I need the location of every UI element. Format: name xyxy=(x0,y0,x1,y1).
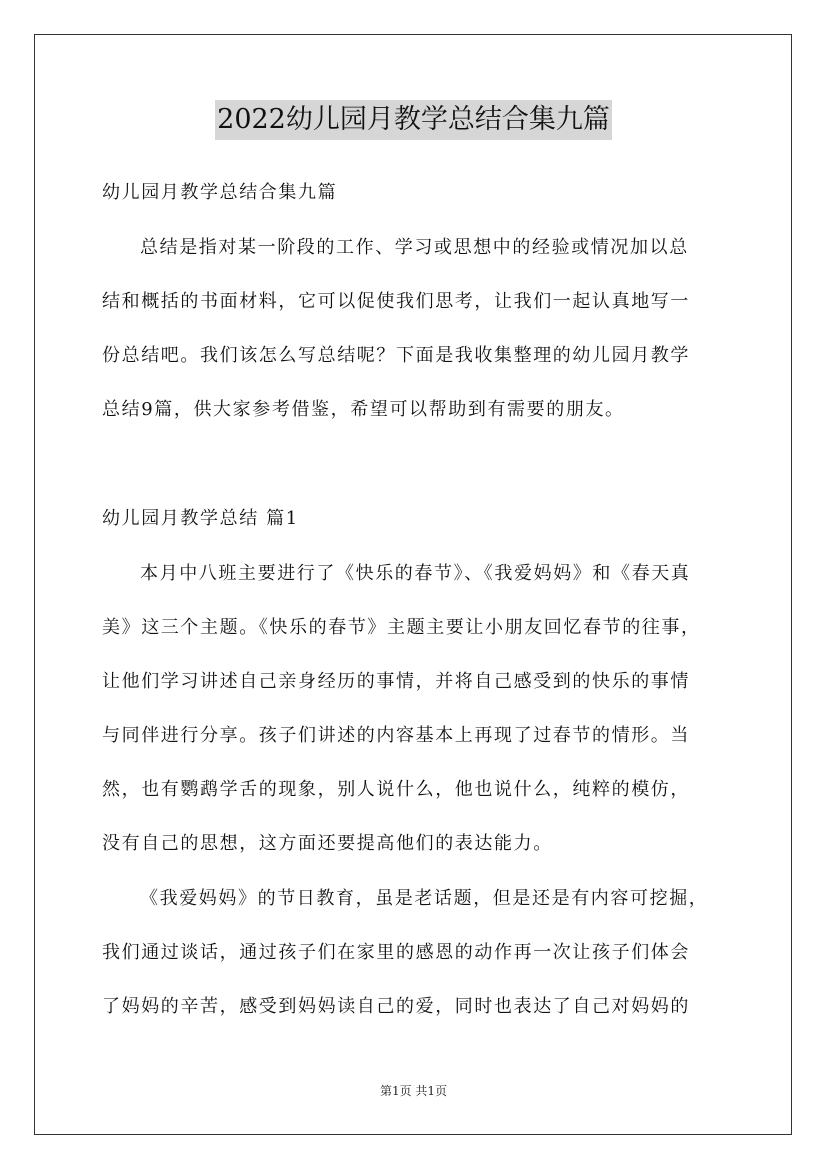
intro-line: 结和概括的书面材料，它可以促使我们思考，让我们一起认真地写一 xyxy=(102,291,690,312)
document-title: 2022幼儿园月教学总结合集九篇 xyxy=(215,100,612,140)
title-container xyxy=(0,100,827,140)
document-subtitle: 幼儿园月教学总结合集九篇 xyxy=(102,182,338,203)
paragraph-line: 没有自己的思想，这方面还要提高他们的表达能力。 xyxy=(102,833,553,854)
paragraph-line: 美》这三个主题。《快乐的春节》主题主要让小朋友回忆春节的往事， xyxy=(102,617,701,638)
paragraph-line: 了妈妈的辛苦，感受到妈妈读自己的爱，同时也表达了自己对妈妈的 xyxy=(102,996,690,1017)
intro-line: 总结9篇，供大家参考借鉴，希望可以帮助到有需要的朋友。 xyxy=(102,399,625,420)
intro-line: 份总结吧。我们该怎么写总结呢？下面是我收集整理的幼儿园月教学 xyxy=(102,345,690,366)
paragraph-line: 让他们学习讲述自己亲身经历的事情，并将自己感受到的快乐的事情 xyxy=(102,671,690,692)
paragraph-line: 与同伴进行分享。孩子们讲述的内容基本上再现了过春节的情形。当 xyxy=(102,725,690,746)
paragraph-line: 《我爱妈妈》的节日教育，虽是老话题，但是还是有内容可挖掘， xyxy=(140,888,709,909)
paragraph-line: 然，也有鹦鹉学舌的现象，别人说什么，他也说什么，纯粹的模仿， xyxy=(102,779,690,800)
paragraph-line: 我们通过谈话，通过孩子们在家里的感恩的动作再一次让孩子们体会 xyxy=(102,942,690,963)
paragraph-line: 本月中八班主要进行了《快乐的春节》、《我爱妈妈》和《春天真 xyxy=(140,563,691,584)
section-heading: 幼儿园月教学总结 篇1 xyxy=(102,508,299,529)
page-footer: 第1页 共1页 xyxy=(379,1084,448,1098)
intro-line: 总结是指对某一阶段的工作、学习或思想中的经验或情况加以总 xyxy=(140,237,689,258)
